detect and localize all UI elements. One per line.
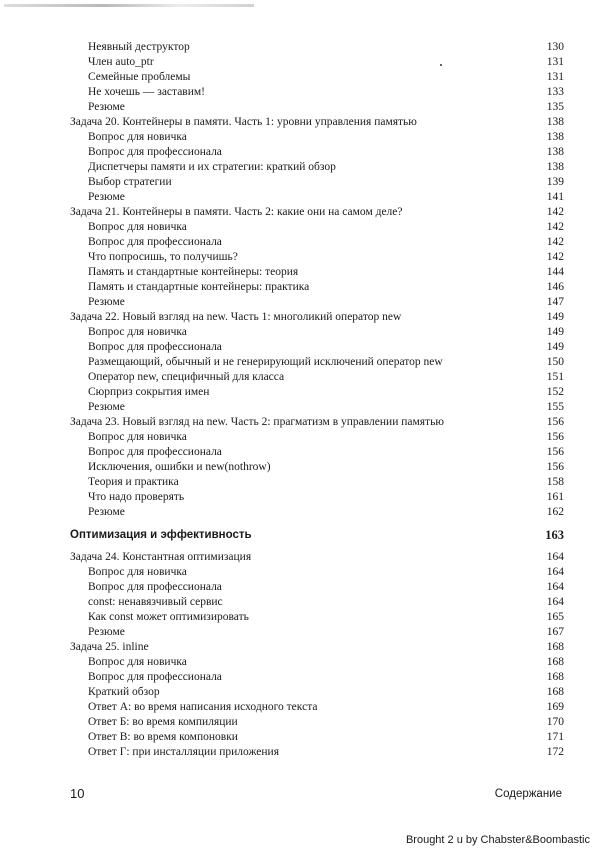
toc-subentry — [70, 580, 564, 595]
toc-entry-page: 164 — [546, 551, 564, 563]
toc-subentry — [70, 430, 564, 445]
toc-entry-page: 156 — [546, 431, 564, 443]
toc-subentry — [70, 295, 564, 310]
toc-entry-page: 139 — [546, 176, 564, 188]
toc-entry — [70, 310, 564, 325]
toc-subentry — [70, 355, 564, 370]
toc-entry-label: Оператор new, специфичный для класса — [88, 371, 285, 383]
toc-subentry — [70, 700, 564, 715]
toc-entry-page: 165 — [546, 611, 564, 623]
toc-subentry — [70, 85, 564, 100]
toc-entry-page: 161 — [546, 491, 564, 503]
toc-entry-page: 133 — [546, 86, 564, 98]
toc-entry-page: 149 — [546, 341, 564, 353]
toc-entry-page: 156 — [546, 416, 564, 428]
toc-entry-page: 135 — [546, 101, 564, 113]
toc-entry-page: 162 — [546, 506, 564, 518]
toc-subentry — [70, 70, 564, 85]
scan-edge-line — [4, 4, 254, 7]
toc-entry-label: Резюме — [88, 401, 125, 413]
toc-subentry — [70, 160, 564, 175]
toc-entry-page: 138 — [546, 131, 564, 143]
toc-subentry — [70, 445, 564, 460]
toc-entry — [70, 115, 564, 130]
toc-subentry — [70, 280, 564, 295]
toc-subentry — [70, 565, 564, 580]
toc-entry-label: Память и стандартные контейнеры: теория — [88, 266, 299, 278]
toc-entry-label: Диспетчеры памяти и их стратегии: краткий обзор — [88, 161, 336, 173]
table-of-contents — [70, 40, 564, 760]
toc-entry-label: Член auto_ptr — [88, 56, 154, 68]
toc-subentry — [70, 40, 564, 55]
toc-entry-page: 158 — [546, 476, 564, 488]
toc-entry-label: Размещающий, обычный и не генерирующий исключений оператор new — [88, 356, 443, 368]
toc-entry-page: 146 — [546, 281, 564, 293]
toc-entry-page: 163 — [545, 528, 564, 542]
toc-entry-page: 138 — [546, 161, 564, 173]
toc-subentry — [70, 610, 564, 625]
toc-entry-label: Вопрос для профессионала — [88, 341, 222, 353]
toc-subentry — [70, 400, 564, 415]
toc-entry-page: 168 — [546, 641, 564, 653]
toc-subentry — [70, 175, 564, 190]
toc-entry-label: Задача 24. Константная оптимизация — [70, 551, 252, 563]
toc-entry-label: Ответ А: во время написания исходного текста — [88, 701, 318, 713]
toc-entry-page: 156 — [546, 446, 564, 458]
toc-entry-page: 164 — [546, 581, 564, 593]
toc-entry-page: 170 — [546, 716, 564, 728]
toc-subentry — [70, 745, 564, 760]
toc-entry-label: Резюме — [88, 626, 125, 638]
toc-entry-page: 142 — [546, 206, 564, 218]
toc-entry-label: Вопрос для новичка — [88, 656, 187, 668]
toc-entry-label: Вопрос для профессионала — [88, 146, 222, 158]
toc-subentry — [70, 385, 564, 400]
toc-entry-page: 171 — [546, 731, 564, 743]
toc-subentry — [70, 340, 564, 355]
toc-subentry — [70, 715, 564, 730]
toc-entry-page: 164 — [546, 596, 564, 608]
toc-entry-label: Что надо проверять — [88, 491, 185, 503]
toc-entry-label: Как const может оптимизировать — [88, 611, 249, 623]
toc-entry-page: 130 — [546, 41, 564, 53]
toc-subentry — [70, 595, 564, 610]
toc-entry-page: 164 — [546, 566, 564, 578]
toc-entry-label: Резюме — [88, 296, 125, 308]
toc-subentry — [70, 655, 564, 670]
toc-entry-page: 149 — [546, 326, 564, 338]
toc-entry-page: 150 — [546, 356, 564, 368]
scan-speck — [440, 64, 442, 66]
toc-entry-label: Ответ В: во время компоновки — [88, 731, 238, 743]
toc-entry-page: 168 — [546, 686, 564, 698]
toc-entry — [70, 640, 564, 655]
toc-entry-label: Вопрос для новичка — [88, 131, 187, 143]
toc-subentry — [70, 55, 564, 70]
toc-subentry — [70, 325, 564, 340]
toc-entry-label: Вопрос для профессионала — [88, 671, 222, 683]
toc-entry-page: 168 — [546, 656, 564, 668]
toc-subentry — [70, 190, 564, 205]
toc-subentry — [70, 505, 564, 520]
toc-entry-label: Задача 20. Контейнеры в памяти. Часть 1: уровни управления памятью — [70, 116, 417, 128]
toc-entry-label: Задача 21. Контейнеры в памяти. Часть 2: какие они на самом деле? — [70, 206, 403, 218]
toc-entry-label: Задача 22. Новый взгляд на new. Часть 1: многоликий оператор new — [70, 311, 402, 323]
toc-entry-label: Что попросишь, то получишь? — [88, 251, 238, 263]
toc-entry-label: Не хочешь — заставим! — [88, 86, 205, 98]
toc-entry-label: Вопрос для новичка — [88, 326, 187, 338]
toc-entry-label: Вопрос для профессионала — [88, 446, 222, 458]
toc-subentry — [70, 370, 564, 385]
toc-entry-label: Задача 23. Новый взгляд на new. Часть 2: прагматизм в управлении памятью — [70, 416, 444, 428]
toc-entry-label: Теория и практика — [88, 476, 179, 488]
toc-entry-label: Неявный деструктор — [88, 41, 190, 53]
toc-entry — [70, 205, 564, 220]
toc-subentry — [70, 145, 564, 160]
toc-entry-page: 152 — [546, 386, 564, 398]
toc-subentry — [70, 265, 564, 280]
toc-subentry — [70, 625, 564, 640]
toc-entry-page: 156 — [546, 461, 564, 473]
toc-subentry — [70, 490, 564, 505]
toc-entry-label: Сюрприз сокрытия имен — [88, 386, 210, 398]
toc-entry-page: 131 — [546, 71, 564, 83]
toc-subentry — [70, 220, 564, 235]
toc-entry-label: Резюме — [88, 191, 125, 203]
toc-entry-page: 169 — [546, 701, 564, 713]
toc-entry-label: Оптимизация и эффективность — [70, 529, 252, 541]
toc-entry-label: Вопрос для профессионала — [88, 581, 222, 593]
toc-entry-page: 138 — [546, 146, 564, 158]
toc-subentry — [70, 730, 564, 745]
toc-entry — [70, 415, 564, 430]
toc-entry-page: 172 — [546, 746, 564, 758]
toc-entry-label: Краткий обзор — [88, 686, 160, 698]
toc-entry-label: Выбор стратегии — [88, 176, 172, 188]
toc-subentry — [70, 685, 564, 700]
toc-entry-label: const: ненавязчивый сервис — [88, 596, 223, 608]
toc-subentry — [70, 100, 564, 115]
toc-entry-page: 168 — [546, 671, 564, 683]
toc-entry-label: Резюме — [88, 101, 125, 113]
toc-entry-page: 142 — [546, 236, 564, 248]
toc-subentry — [70, 250, 564, 265]
toc-entry-page: 149 — [546, 311, 564, 323]
toc-entry-label: Ответ Г: при инсталляции приложения — [88, 746, 279, 758]
toc-entry-page: 142 — [546, 251, 564, 263]
toc-entry-page: 144 — [546, 266, 564, 278]
page-number: 10 — [70, 786, 85, 801]
toc-entry-page: 147 — [546, 296, 564, 308]
toc-entry-page: 151 — [546, 371, 564, 383]
toc-subentry — [70, 475, 564, 490]
toc-entry-page: 141 — [546, 191, 564, 203]
toc-subentry — [70, 460, 564, 475]
toc-entry-label: Резюме — [88, 506, 125, 518]
toc-subentry — [70, 670, 564, 685]
toc-entry-page: 131 — [546, 56, 564, 68]
toc-entry — [70, 550, 564, 565]
credit-line: Brought 2 u by Chabster&Boombastic — [405, 834, 590, 846]
toc-entry-label: Вопрос для новичка — [88, 566, 187, 578]
running-title: Содержание — [494, 788, 562, 800]
toc-section-heading — [70, 520, 564, 550]
toc-subentry — [70, 235, 564, 250]
toc-entry-label: Ответ Б: во время компиляции — [88, 716, 238, 728]
toc-entry-label: Вопрос для новичка — [88, 221, 187, 233]
toc-subentry — [70, 130, 564, 145]
toc-entry-page: 138 — [546, 116, 564, 128]
toc-entry-label: Вопрос для профессионала — [88, 236, 222, 248]
toc-entry-label: Вопрос для новичка — [88, 431, 187, 443]
toc-entry-page: 142 — [546, 221, 564, 233]
toc-entry-page: 155 — [546, 401, 564, 413]
toc-entry-page: 167 — [546, 626, 564, 638]
toc-entry-label: Задача 25. inline — [70, 641, 149, 653]
toc-entry-label: Память и стандартные контейнеры: практика — [88, 281, 310, 293]
toc-entry-label: Семейные проблемы — [88, 71, 191, 83]
toc-entry-label: Исключения, ошибки и new(nothrow) — [88, 461, 271, 473]
